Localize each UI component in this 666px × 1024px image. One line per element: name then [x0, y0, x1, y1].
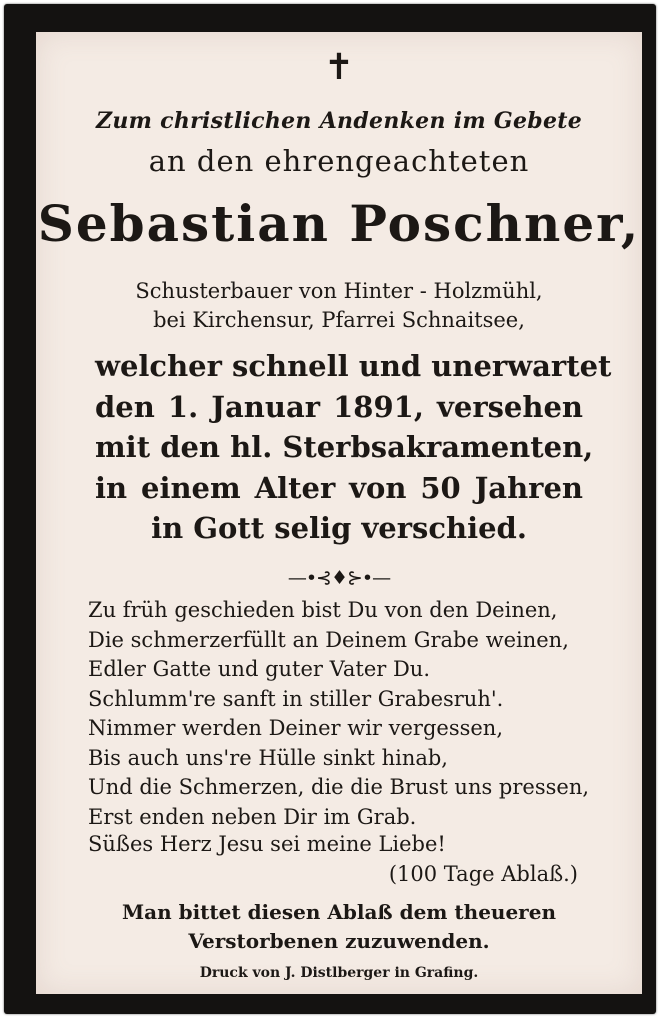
request-line-2: Verstorbenen zuzuwenden.	[188, 929, 490, 953]
verse-line: Nimmer werden Deiner wir vergessen,	[88, 716, 504, 740]
intro-line: Zum christlichen Andenken im Gebete	[95, 108, 583, 134]
memorial-verse	[88, 596, 589, 832]
death-notice-line-4: in einem Alter von 50 Jahren	[95, 470, 583, 505]
death-notice-line-2: den 1. Januar 1891, versehen	[95, 389, 583, 424]
death-notice	[36, 346, 642, 549]
prayer-motto: Süßes Herz Jesu sei meine Liebe!	[88, 832, 446, 856]
indulgence-note: (100 Tage Ablaß.)	[388, 862, 578, 886]
occupation-block	[36, 277, 642, 335]
death-notice-line-3: mit den hl. Sterbsakramenten,	[95, 430, 594, 464]
death-notice-line-5: in Gott selig verschied.	[151, 511, 527, 545]
indulgence-request	[36, 898, 642, 956]
occupation-line-2: bei Kirchensur, Pfarrei Schnaitsee,	[153, 308, 525, 332]
verse-line: Die schmerzerfüllt an Deinem Grabe weinen,	[88, 627, 569, 652]
verse-line: Zu früh geschieden bist Du von den Deinen,	[88, 598, 558, 622]
occupation-line-1: Schusterbauer von Hinter - Holzmühl,	[135, 279, 543, 303]
deceased-name: Sebastian Poschner,	[37, 194, 641, 253]
verse-line: Und die Schmerzen, die die Brust uns pressen,	[88, 775, 590, 799]
card-paper	[36, 32, 642, 994]
death-notice-line-1: welcher schnell und unerwartet	[95, 349, 612, 383]
dedication-line: an den ehrengeachteten	[148, 144, 530, 178]
ornament-divider: —•⊰♦⊱•—	[287, 567, 391, 589]
cross-icon: ✝	[323, 47, 355, 88]
verse-line: Erst enden neben Dir im Grab.	[88, 804, 417, 829]
verse-line: Edler Gatte und guter Vater Du.	[88, 657, 430, 681]
memorial-card	[4, 4, 656, 1014]
request-line-1: Man bittet diesen Ablaß dem theueren	[121, 900, 556, 924]
verse-line: Schlumm're sanft in stiller Grabesruh'.	[88, 686, 504, 711]
verse-line: Bis auch uns're Hülle sinkt hinab,	[88, 745, 448, 770]
printer-imprint: Druck von J. Distlberger in Grafing.	[199, 965, 479, 981]
